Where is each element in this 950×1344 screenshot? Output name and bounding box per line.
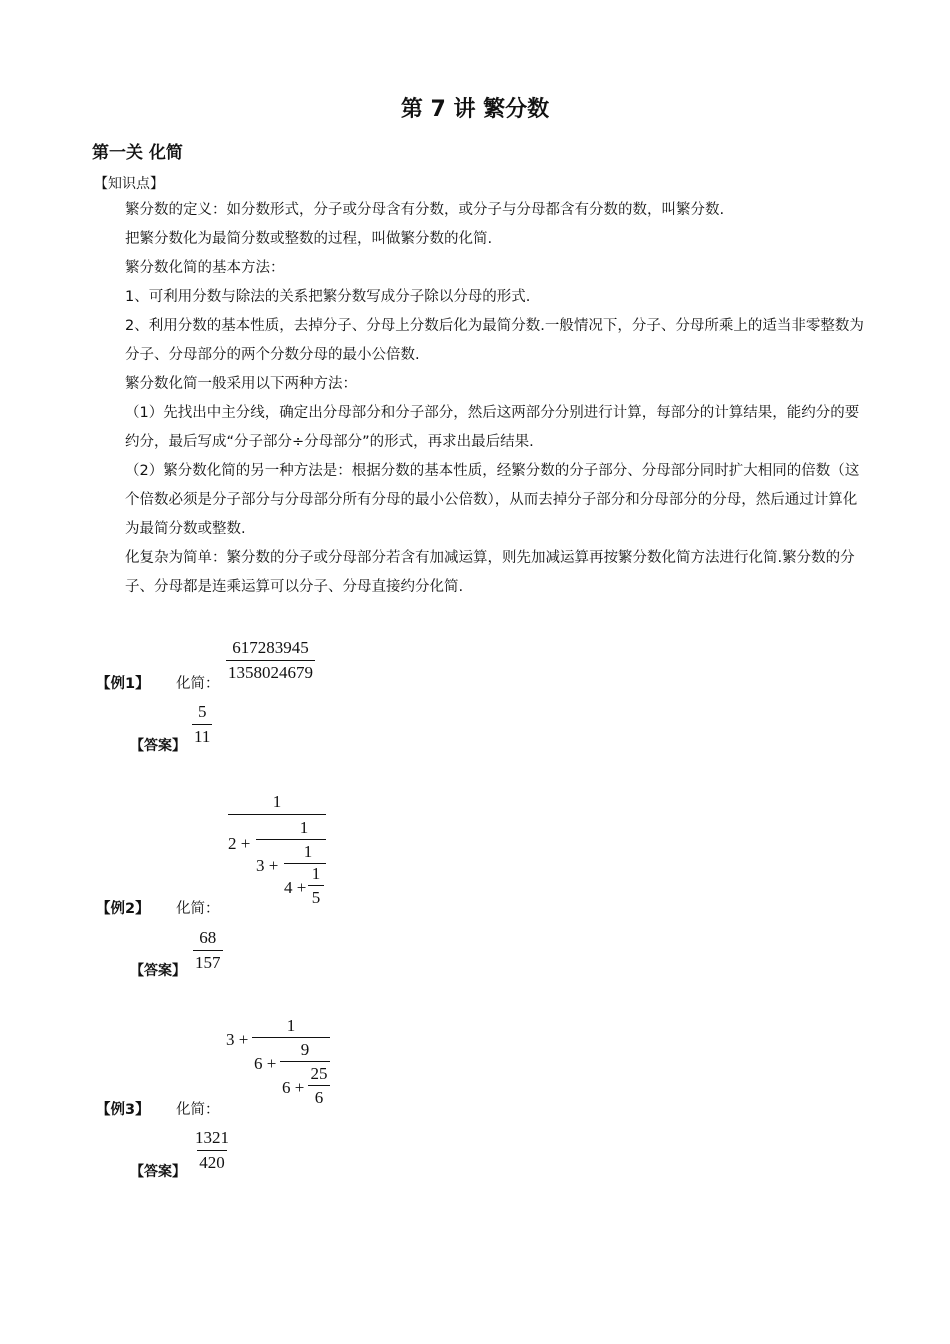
example-1-simplify-label: 化简： — [176, 676, 220, 692]
example-3-simplify-label: 化简： — [176, 1102, 220, 1118]
section-heading: 第一关 化简 — [92, 143, 183, 163]
example-2-expression — [228, 792, 328, 907]
paragraph-method-2: 2、利用分数的基本性质，去掉分子、分母上分数后化为最简分数.一般情况下，分子、分母所乘上的适当非零整数为分子、分母部分的两个分数分母的最小公倍数. — [125, 318, 864, 363]
example-3-b-numerator: 9 — [300, 1040, 310, 1059]
example-1-answer-label: 【答案】 — [130, 738, 186, 754]
example-1-answer-denominator: 11 — [192, 724, 212, 747]
example-2-b-numerator: 1 — [299, 818, 309, 837]
example-2-c-numerator: 1 — [303, 842, 313, 861]
example-3-answer-numerator: 1321 — [195, 1128, 229, 1147]
example-2-term-a: 2 + — [228, 834, 251, 853]
example-2-bar-b — [256, 839, 326, 840]
paragraph-process: 把繁分数化为最简分数或整数的过程，叫做繁分数的化简. — [125, 231, 493, 247]
example-2-d-denominator: 5 — [311, 888, 321, 907]
example-2-term-b: 3 + — [256, 856, 279, 875]
example-3-a-numerator: 1 — [286, 1016, 296, 1035]
example-1-expression — [226, 638, 315, 683]
example-2-top-numerator: 1 — [272, 792, 282, 811]
page-title: 第 7 讲 繁分数 — [400, 97, 550, 122]
example-1-denominator: 1358024679 — [226, 660, 315, 683]
example-2-term-c: 4 + — [284, 878, 307, 897]
example-2-answer-numerator: 68 — [199, 928, 217, 947]
example-3-bar-b — [280, 1061, 330, 1062]
paragraph-complex-to-simple: 化复杂为简单：繁分数的分子或分母部分若含有加减运算，则先加减运算再按繁分数化简方法进行化简.繁分数的分子、分母都是连乘运算可以分子、分母直接约分化简. — [125, 550, 855, 595]
example-1-label: 【例1】 — [96, 676, 150, 692]
example-2-answer-label: 【答案】 — [130, 963, 186, 979]
knowledge-tag: 【知识点】 — [94, 176, 164, 192]
example-3-term-c: 6 + — [282, 1078, 305, 1097]
example-3-label: 【例3】 — [96, 1102, 150, 1118]
paragraph-approach-1: （1）先找出中主分线，确定出分母部分和分子部分，然后这两部分分别进行计算，每部分的计算结果，能约分的要约分，最后写成“分子部分÷分母部分”的形式，再求出最后结果. — [125, 405, 860, 450]
example-3-answer — [193, 1128, 231, 1173]
example-3-expression — [226, 1016, 336, 1116]
example-3-c-denominator: 6 — [314, 1088, 324, 1107]
paragraph-definition: 繁分数的定义：如分数形式，分子或分母含有分数，或分子与分母都含有分数的数，叫繁分数. — [125, 202, 725, 218]
example-3-bar-c — [308, 1085, 330, 1086]
paragraph-basic-methods: 繁分数化简的基本方法： — [125, 260, 285, 276]
example-3-answer-denominator: 420 — [197, 1150, 227, 1173]
example-1-answer-numerator: 5 — [197, 702, 207, 721]
example-1-numerator: 617283945 — [232, 638, 309, 657]
example-3-term-b: 6 + — [254, 1054, 277, 1073]
example-2-main-bar — [228, 814, 326, 815]
paragraph-approach-2: （2）繁分数化简的另一种方法是：根据分数的基本性质，经繁分数的分子部分、分母部分同时扩大相同的倍数（这个倍数必须是分子部分与分母部分所有分母的最小公倍数），从而去掉分子部分和分母部分的分母，然后通过计算化为最简分数或整数. — [125, 463, 860, 537]
example-3-term-a: 3 + — [226, 1030, 249, 1049]
example-2-bar-d — [308, 885, 324, 886]
example-2-simplify-label: 化简： — [176, 901, 220, 917]
knowledge-points — [125, 196, 865, 602]
example-1-answer — [192, 702, 212, 747]
example-3-bar-a — [252, 1037, 330, 1038]
example-2-answer-denominator: 157 — [193, 950, 223, 973]
example-2-d-numerator: 1 — [311, 864, 321, 883]
example-2-label: 【例2】 — [96, 901, 150, 917]
example-3-c-numerator: 25 — [310, 1064, 328, 1083]
paragraph-two-methods: 繁分数化简一般采用以下两种方法： — [125, 376, 357, 392]
example-3-answer-label: 【答案】 — [130, 1164, 186, 1180]
example-2-answer — [193, 928, 223, 973]
paragraph-method-1: 1、可利用分数与除法的关系把繁分数写成分子除以分母的形式. — [125, 289, 531, 305]
